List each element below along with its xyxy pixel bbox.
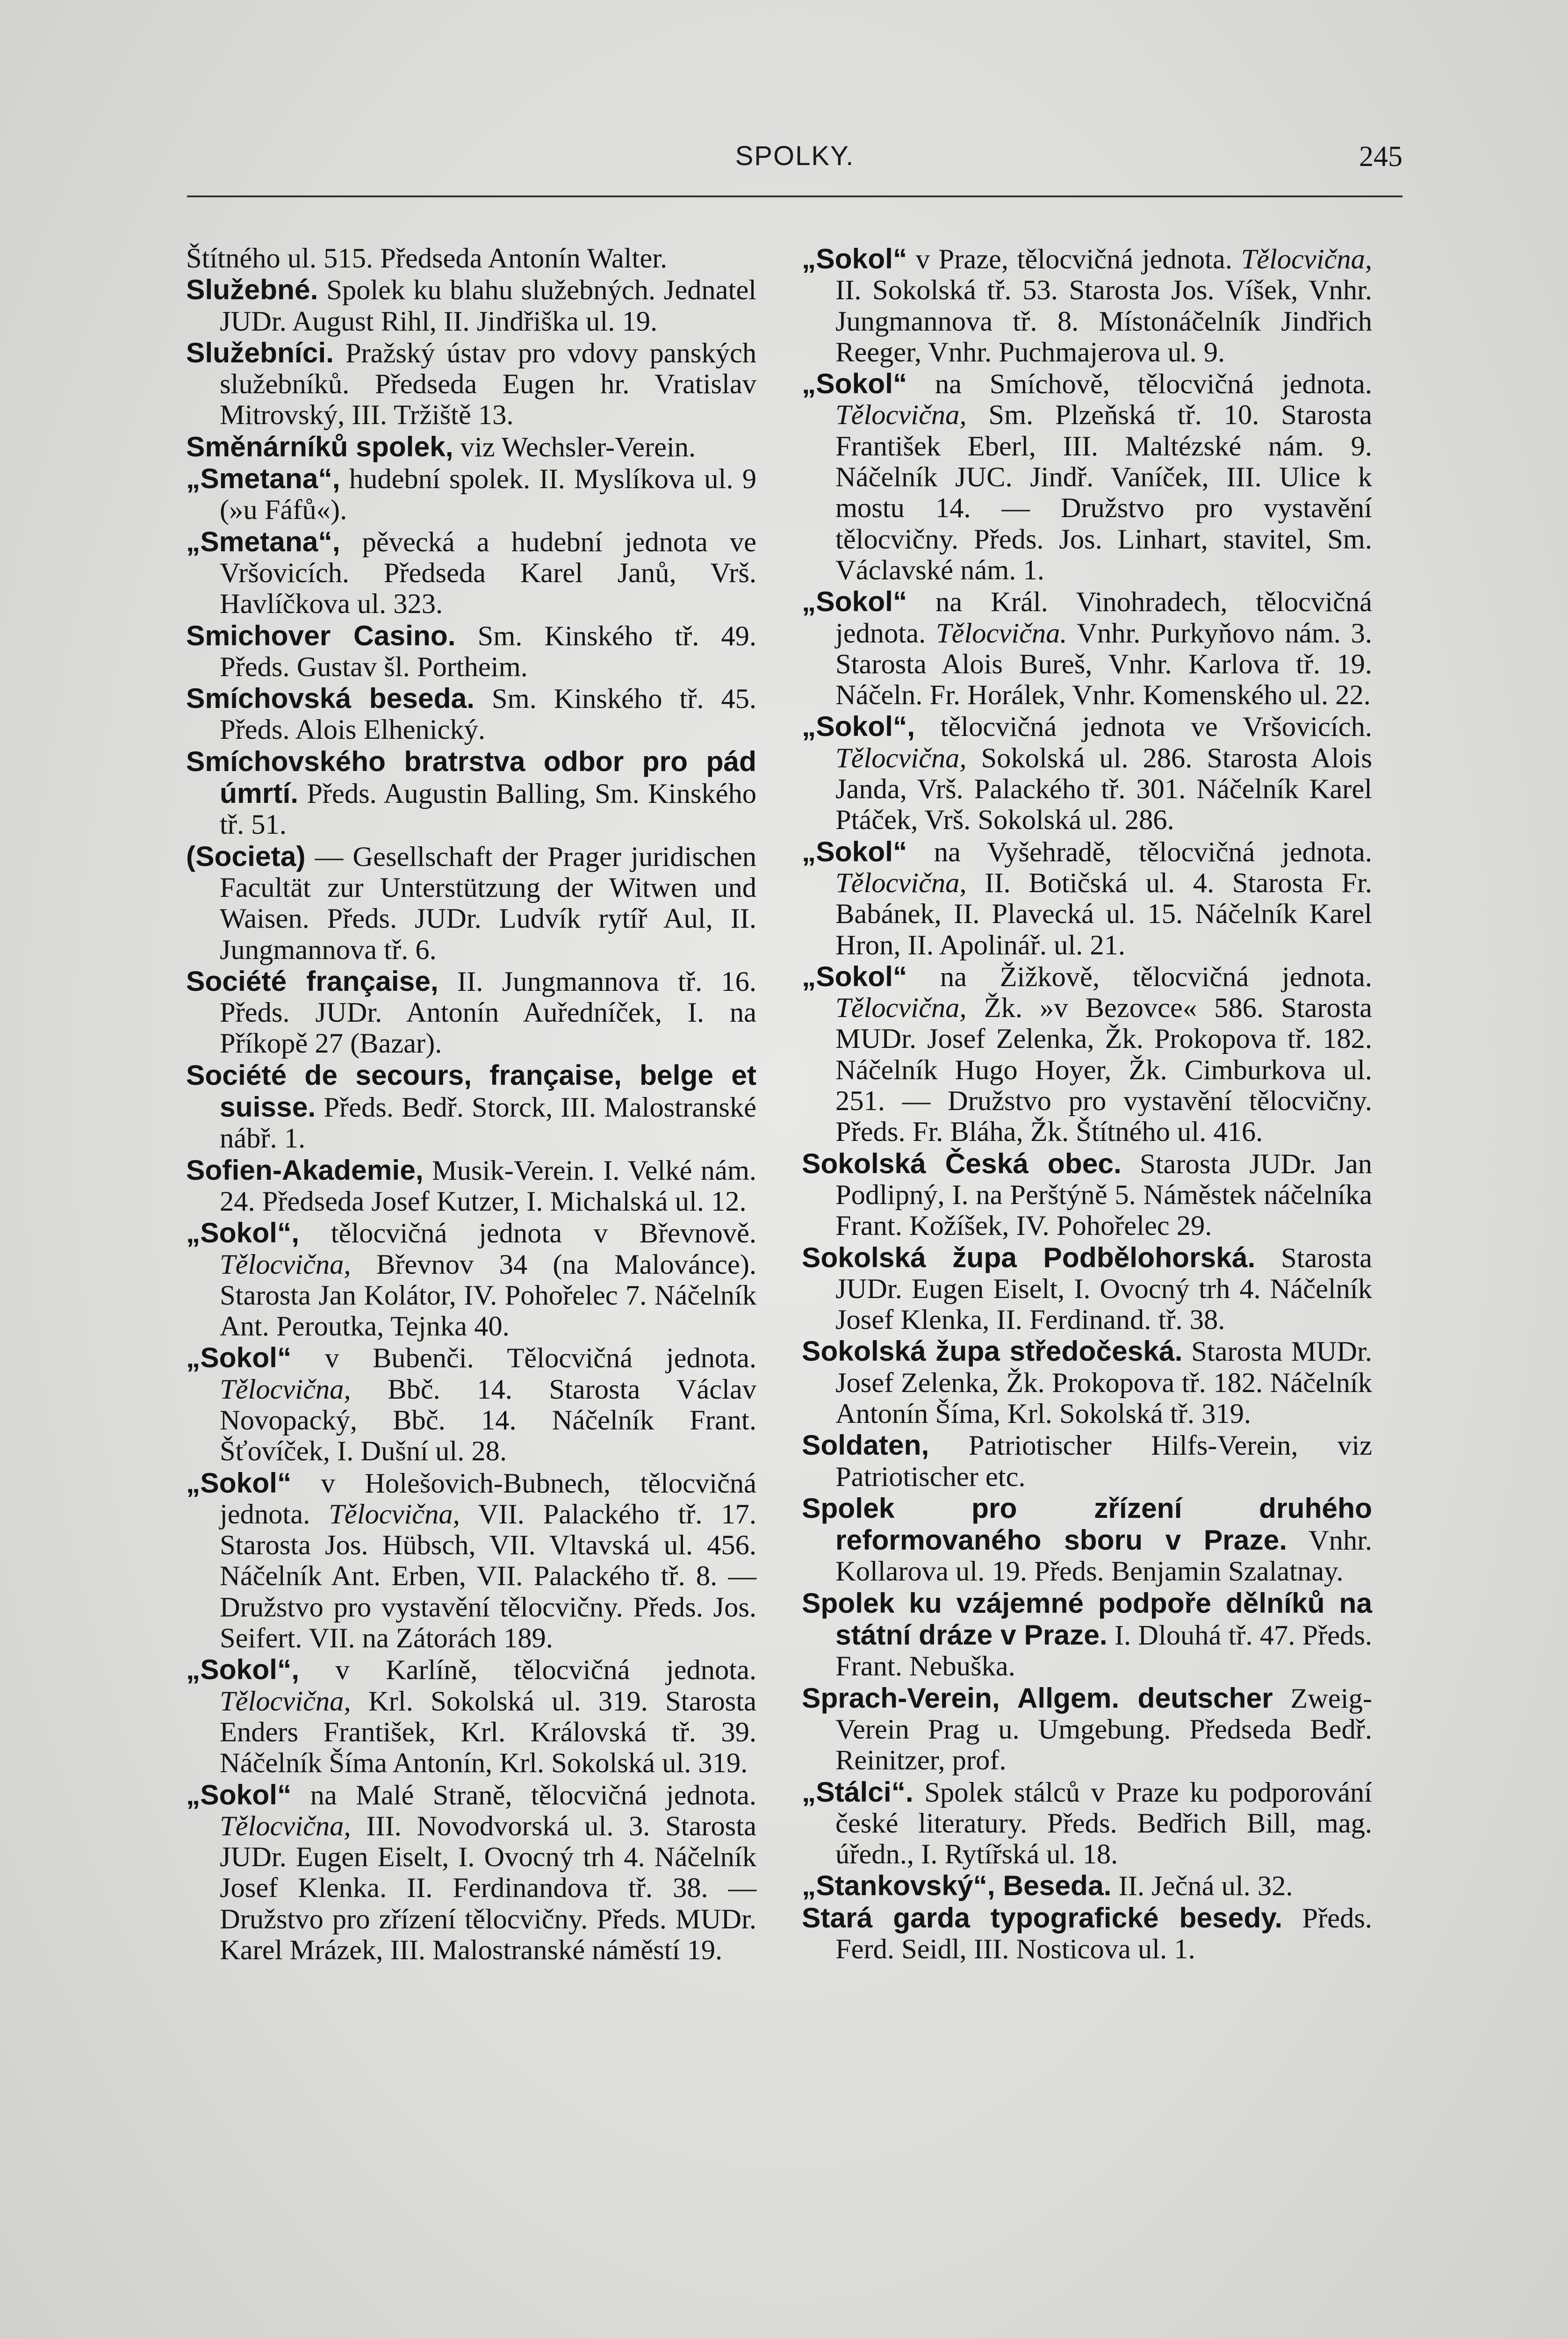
entry-body: Musik-Verein. I. Velké nám. 24. Předseda Josef Kutzer, I. Michalská ul. 12. — [220, 1155, 756, 1217]
directory-entry — [186, 1467, 756, 1654]
entry-tail: Sokolská ul. 286. Starosta Alois Janda, Vrš. Palackého tř. 301. Náčelník Karel Ptáček, Vrš. Sokolská ul. 286. — [835, 742, 1372, 836]
directory-entry — [186, 1779, 756, 1966]
entry-body: Spolek ku blahu služebných. Jednatel JUDr. August Rihl, II. Jindřiška ul. 19. — [220, 274, 756, 337]
entry-tail: II. Sokolská tř. 53. Starosta Jos. Víšek, Vnhr. Jungmannova tř. 8. Místonáčelník Jindřich Reeger, Vnhr. Puchmajerova ul. 9. — [835, 274, 1372, 368]
entry-body: Sm. Kinského tř. 45. Předs. Alois Elhenický. — [220, 683, 756, 746]
entry-italic: Tělocvična, — [220, 1685, 351, 1717]
entry-body: — Gesellschaft der Prager juridischen Facultät zur Unterstützung der Witwen und Waisen. Předs. JUDr. Ludvík rytíř Aul, II. Jungmannova tř. 6. — [220, 841, 756, 966]
entry-body: Starosta JUDr. Jan Podlipný, I. na Perštýně 5. Náměstek náčelníka Frant. Kožíšek, IV. Pohořelec 29. — [835, 1148, 1372, 1242]
directory-entry — [186, 463, 756, 526]
entry-body: na Žižkově, tělocvičná jednota. — [907, 961, 1372, 993]
directory-entry — [186, 1217, 756, 1342]
entry-body: I. Dlouhá tř. 47. Předs. Frant. Nebuška. — [835, 1620, 1373, 1682]
entry-italic: Tělocvična, — [329, 1498, 460, 1530]
entry-headword: „Sokol“ — [802, 835, 907, 867]
directory-entry — [186, 1060, 756, 1155]
entry-headword: „Sokol“ — [802, 960, 907, 992]
directory-entry — [186, 337, 756, 431]
entry-headword: Směnárníků spolek, — [186, 430, 453, 462]
entry-body: tělocvičná jednota ve Vršovicích. — [915, 711, 1372, 743]
entry-tail: Krl. Sokolská ul. 319. Starosta Enders František, Krl. Královská tř. 39. Náčelník Šíma Antonín, Krl. Sokolská ul. 319. — [220, 1685, 756, 1779]
entry-body: Předs. Bedř. Storck, III. Malostranské nábř. 1. — [220, 1092, 756, 1155]
directory-entry — [802, 1682, 1372, 1776]
entry-italic: Tělocvična, — [220, 1810, 351, 1842]
directory-entry — [802, 1493, 1372, 1588]
entry-body: hudební spolek. II. Myslíkova ul. 9 (»u Fáfů«). — [220, 463, 756, 526]
header-rule — [187, 195, 1403, 197]
entry-body: pěvecká a hudební jednota ve Vršovicích. Předseda Karel Janů, Vrš. Havlíčkova ul. 323. — [220, 526, 756, 620]
entry-headword: „Stálci“. — [802, 1775, 913, 1808]
entry-body: v Karlíně, tělocvičná jednota. — [299, 1654, 756, 1686]
entry-body: tělocvičná jednota v Břevnově. — [299, 1218, 756, 1249]
entry-body: Štítného ul. 515. Předseda Antonín Walter. — [186, 243, 668, 274]
entry-headword: Služebné. — [186, 274, 318, 306]
directory-entry — [186, 746, 756, 841]
entry-headword: „Sokol“ — [802, 368, 907, 400]
entry-headword: „Smetana“, — [186, 462, 340, 495]
entry-headword: „Stankovský“, Beseda. — [802, 1869, 1112, 1902]
directory-entry — [802, 1776, 1372, 1870]
entry-italic: Tělocvična, — [835, 992, 967, 1024]
entry-headword: Služebníci. — [186, 336, 334, 368]
directory-entry — [186, 1654, 756, 1779]
entry-headword: Sokolská župa středočeská. — [802, 1335, 1183, 1367]
entry-headword: Société française, — [186, 965, 439, 997]
directory-entry — [802, 836, 1372, 961]
directory-entry — [802, 586, 1372, 711]
entry-headword: Sprach-Verein, Allgem. deutscher — [802, 1681, 1273, 1714]
entry-tail: Bbč. 14. Starosta Václav Novopacký, Bbč. 14. Náčelník Frant. Šťovíček, I. Dušní ul. 28. — [220, 1373, 756, 1467]
entry-body: v Bubenči. Tělocvičná jednota. — [291, 1342, 756, 1374]
entry-headword: „Sokol“ — [186, 1342, 292, 1374]
entry-italic: Tělocvična, — [1241, 244, 1372, 275]
entry-body: II. Ječná ul. 32. — [1111, 1870, 1293, 1902]
directory-entry — [186, 1155, 756, 1218]
entry-headword: Smíchovského bratrstva odbor pro pád úmrtí. — [186, 745, 756, 809]
directory-entry — [802, 1429, 1372, 1493]
entry-italic: Tělocvična, — [835, 742, 967, 774]
entry-body: na Vyšehradě, tělocvičná jednota. — [907, 836, 1372, 868]
entry-body: Starosta MUDr. Josef Zelenka, Žk. Prokopova tř. 182. Náčelník Antonín Šíma, Krl. Sokolská tř. 319. — [835, 1336, 1372, 1429]
entry-tail: Vnhr. Purkyňovo nám. 3. Starosta Alois Bureš, Vnhr. Karlova tř. 19. Náčeln. Fr. Horálek, Vnhr. Komenského ul. 22. — [835, 617, 1372, 711]
directory-entry — [186, 683, 756, 746]
entry-headword: Sofien-Akademie, — [186, 1154, 424, 1186]
entry-body: Spolek stálců v Praze ku podporování české literatury. Předs. Bedřich Bill, mag. úředn., I. Rytířská ul. 18. — [835, 1776, 1372, 1870]
left-column — [186, 243, 756, 1966]
directory-entry — [186, 841, 756, 966]
entry-headword: Smíchovská beseda. — [186, 682, 475, 714]
directory-entry — [186, 243, 756, 274]
directory-entry — [802, 1588, 1372, 1682]
entry-headword: „Sokol“ — [802, 585, 907, 618]
directory-entry — [802, 1870, 1372, 1902]
entry-headword: Spolek pro zřízení druhého reformovaného sboru v Praze. — [802, 1492, 1372, 1556]
entry-body: na Malé Straně, tělocvičná jednota. — [291, 1779, 756, 1811]
entry-italic: Tělocvična, — [220, 1373, 351, 1405]
directory-entry — [802, 961, 1372, 1148]
entry-tail: Břevnov 34 (na Malovánce). Starosta Jan Kolátor, IV. Pohořelec 7. Náčelník Ant. Peroutka, Tejnka 40. — [220, 1248, 756, 1342]
entry-headword: Sokolská Česká obec. — [802, 1147, 1122, 1179]
entry-headword: „Sokol“ — [186, 1466, 292, 1499]
directory-entry — [186, 1342, 756, 1467]
directory-entry — [802, 243, 1372, 368]
directory-entry — [802, 1335, 1372, 1429]
entry-headword: „Sokol“, — [802, 710, 915, 743]
directory-entry — [802, 1242, 1372, 1336]
entry-body: na Smíchově, tělocvičná jednota. — [907, 368, 1372, 400]
entry-headword: „Sokol“ — [186, 1778, 292, 1811]
entry-tail: II. Botičská ul. 4. Starosta Fr. Babánek, II. Plavecká ul. 15. Náčelník Karel Hron, II. Apolinář. ul. 21. — [835, 867, 1372, 961]
entry-headword: Sokolská župa Podbělohorská. — [802, 1241, 1256, 1273]
right-column — [802, 243, 1372, 1965]
entry-headword: Spolek ku vzájemné podpoře dělníků na státní dráze v Praze. — [802, 1587, 1372, 1651]
entry-body: na Král. Vinohradech, tělocvičná jednota. — [835, 586, 1372, 649]
entry-headword: Soldaten, — [802, 1429, 929, 1461]
entry-italic: Tělocvična, — [835, 867, 967, 899]
entry-body: Sm. Kinského tř. 49. Předs. Gustav šl. Portheim. — [220, 620, 756, 683]
entry-headword: Smichover Casino. — [186, 619, 456, 651]
entry-body: II. Jungmannova tř. 16. Předs. JUDr. Antonín Auředníček, I. na Příkopě 27 (Bazar). — [220, 966, 756, 1060]
directory-entry — [186, 526, 756, 620]
entry-body: Starosta JUDr. Eugen Eiselt, I. Ovocný trh 4. Náčelník Josef Klenka, II. Ferdinand. tř. 38. — [835, 1242, 1372, 1336]
entry-italic: Tělocvična. — [936, 617, 1067, 649]
page-header — [187, 140, 1403, 192]
entry-headword: „Sokol“ — [802, 243, 907, 274]
entry-body: Vnhr. Kollarova ul. 19. Předs. Benjamin Szalatnay. — [835, 1525, 1372, 1588]
entry-tail: Sm. Plzeňská tř. 10. Starosta František Eberl, III. Maltézské nám. 9. Náčelník JUC. Jindř. Vaníček, III. Ulice k mostu 14. — Družstvo pro vystavění tělocvičny. Předs. Jos. Linhart, stavitel, Sm. Václavské nám. 1. — [835, 399, 1372, 586]
entry-headword: Société de secours, française, belge et suisse. — [186, 1059, 756, 1123]
entry-headword: (Societa) — [186, 840, 306, 872]
entry-tail: III. Novodvorská ul. 3. Starosta JUDr. Eugen Eiselt, I. Ovocný trh 4. Náčelník Josef Klenka. II. Ferdinandova tř. 38. — Družstvo pro zřízení tělocvičny. Předs. MUDr. Karel Mrázek, III. Malostranské náměstí 19. — [220, 1810, 756, 1966]
entry-tail: VII. Palackého tř. 17. Starosta Jos. Hübsch, VII. Vltavská ul. 456. Náčelník Ant. Erben, VII. Palackého tř. 8. — Družstvo pro vystavění tělocvičny. Předs. Jos. Seifert. VII. na Zátorách 189. — [220, 1498, 757, 1654]
entry-body: Předs. Augustin Balling, Sm. Kinského tř. 51. — [220, 778, 756, 841]
entry-headword: Stará garda typografické besedy. — [802, 1901, 1283, 1934]
page-number: 245 — [1359, 141, 1403, 173]
entry-body: Pražský ústav pro vdovy panských služebníků. Předseda Eugen hr. Vratislav Mitrovský, III. Tržiště 13. — [220, 337, 756, 431]
directory-entry — [802, 1902, 1372, 1965]
directory-entry — [802, 1148, 1372, 1242]
entry-tail: Žk. »v Bezovce« 586. Starosta MUDr. Josef Zelenka, Žk. Prokopova tř. 182. Náčelník Hugo Hoyer, Žk. Cimburkova ul. 251. — Družstvo pro vystavění tělocvičny. Předs. Fr. Bláha, Žk. Štítného ul. 416. — [835, 992, 1372, 1148]
entry-headword: „Smetana“, — [186, 525, 340, 557]
running-head: SPOLKY. — [735, 141, 855, 171]
entry-body: Zweig-Verein Prag u. Umgebung. Předseda Bedř. Reinitzer, prof. — [835, 1682, 1372, 1776]
entry-headword: „Sokol“, — [186, 1653, 300, 1686]
entry-body: v Praze, tělocvičná jednota. — [907, 244, 1241, 275]
entry-body: Patriotischer Hilfs-Verein, viz Patriotischer etc. — [835, 1430, 1372, 1493]
entry-body: v Holešovich-Bubnech, tělocvičná jednota. — [220, 1467, 756, 1530]
directory-entry — [802, 711, 1372, 836]
entry-italic: Tělocvična, — [835, 399, 967, 431]
entry-headword: „Sokol“, — [186, 1217, 300, 1249]
directory-entry — [186, 620, 756, 683]
entry-italic: Tělocvična, — [220, 1248, 351, 1280]
directory-entry — [802, 368, 1372, 586]
entry-body: viz Wechsler-Verein. — [453, 431, 696, 463]
directory-entry — [186, 431, 756, 463]
directory-entry — [186, 274, 756, 337]
directory-entry — [186, 966, 756, 1060]
entry-body: Předs. Ferd. Seidl, III. Nosticova ul. 1. — [835, 1902, 1372, 1965]
